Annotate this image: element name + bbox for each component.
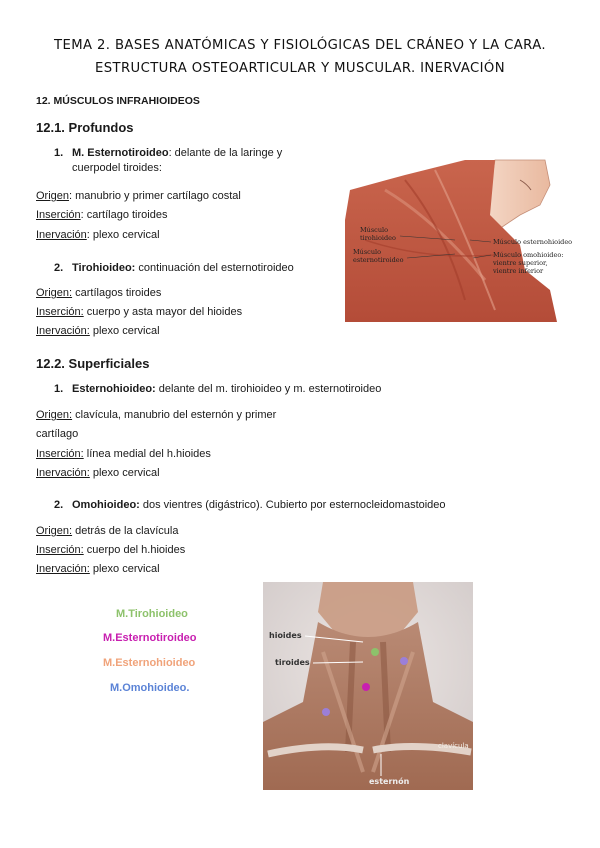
- origen-value-cont: cartílago: [36, 428, 79, 440]
- label-esternohioideo: Músculo esternohioideo: [493, 238, 573, 246]
- neck-model-drawing: [263, 582, 473, 790]
- inervacion-label: Inervación:: [36, 563, 90, 575]
- list-item-number: 2.: [54, 262, 64, 274]
- list-item-number: 1.: [54, 147, 64, 159]
- inervacion-row: [36, 467, 160, 479]
- inervacion-value: : plexo cervical: [86, 229, 160, 241]
- insercion-value: : cartílago tiroides: [80, 209, 168, 221]
- label-tirohioideo: Músculo tirohioideo: [360, 226, 396, 242]
- list-item-number: 1.: [54, 383, 64, 395]
- insercion-label: Inserción:: [36, 306, 84, 318]
- muscle-description: dos vientres (digástrico). Cubierto por esternocleidomastoideo: [139, 499, 446, 511]
- legend-item-tirohioideo: M.Tirohioideo: [116, 608, 188, 620]
- neck-anatomy-drawing: [345, 160, 573, 322]
- document-title-line-1: TEMA 2. BASES ANATÓMICAS Y FISIOLÓGICAS DEL CRÁNEO Y LA CARA.: [54, 38, 546, 53]
- muscle-name: Omohioideo:: [72, 499, 140, 511]
- muscle-heading-esternohioideo: [72, 383, 381, 395]
- origen-label: Origen:: [36, 409, 73, 421]
- insercion-row: [36, 544, 185, 556]
- insercion-value: cuerpo del h.hioides: [83, 544, 186, 556]
- origen-row: [36, 409, 276, 421]
- muscle-heading-tirohioideo: [72, 262, 294, 274]
- inervacion-value: plexo cervical: [89, 467, 160, 479]
- inervacion-row: [36, 325, 160, 337]
- insercion-row: [36, 306, 242, 318]
- subsection-title-profundos: 12.1. Profundos: [36, 120, 134, 135]
- subsection-title-superficiales: 12.2. Superficiales: [36, 356, 150, 371]
- legend-item-omohioideo: M.Omohioideo.: [110, 682, 190, 694]
- origen-row: [36, 287, 161, 299]
- label-clavicula: clavícula: [438, 742, 469, 750]
- insercion-row: [36, 448, 211, 460]
- document-title-line-2: ESTRUCTURA OSTEOARTICULAR Y MUSCULAR. INERVACIÓN: [95, 61, 505, 76]
- label-hioides: hioides: [269, 631, 302, 640]
- origen-value: detrás de la clavícula: [72, 525, 179, 537]
- origen-value: cartílagos tiroides: [72, 287, 162, 299]
- list-item-number: 2.: [54, 499, 64, 511]
- insercion-value: línea medial del h.hioides: [83, 448, 211, 460]
- label-omohioideo: Músculo omohioideo: vientre superior, vientre inferior: [493, 251, 564, 275]
- muscle-description: : delante de la laringe y: [168, 147, 283, 159]
- label-esternotiroideo: Músculo esternotiroideo: [353, 248, 404, 264]
- muscle-name: Tirohioideo:: [72, 262, 136, 274]
- muscle-heading-esternotiroideo: [72, 147, 282, 159]
- legend-item-esternotiroideo: M.Esternotiroideo: [103, 632, 197, 644]
- origen-label: Origen:: [36, 287, 73, 299]
- inervacion-row: [36, 229, 160, 241]
- inervacion-label: Inervación:: [36, 325, 90, 337]
- origen-value: clavícula, manubrio del esternón y primer: [72, 409, 277, 421]
- origen-value: : manubrio y primer cartílago costal: [69, 190, 241, 202]
- legend-item-esternohioideo: M.Esternohioideo: [103, 657, 196, 669]
- insercion-label: Inserción:: [36, 448, 84, 460]
- insercion-label: Inserción: [36, 209, 81, 221]
- muscle-heading-omohioideo: [72, 499, 446, 511]
- insercion-label: Inserción:: [36, 544, 84, 556]
- muscle-description-cont: cuerpodel tiroides:: [72, 162, 162, 174]
- insercion-row: [36, 209, 167, 221]
- muscle-description: continuación del esternotiroideo: [135, 262, 294, 274]
- neck-muscles-illustration: [345, 160, 573, 322]
- inervacion-row: [36, 563, 160, 575]
- inervacion-label: Inervación:: [36, 467, 90, 479]
- origen-label: Origen: [36, 190, 70, 202]
- inervacion-value: plexo cervical: [89, 563, 160, 575]
- insercion-value: cuerpo y asta mayor del hioides: [83, 306, 243, 318]
- inervacion-label: Inervación: [36, 229, 87, 241]
- label-tiroides: tiroides: [275, 658, 310, 667]
- muscle-name: M. Esternotiroideo: [72, 147, 169, 159]
- inervacion-value: plexo cervical: [89, 325, 160, 337]
- muscle-description: delante del m. tirohioideo y m. esternotiroideo: [155, 383, 382, 395]
- section-title: 12. MÚSCULOS INFRAHIOIDEOS: [36, 95, 200, 107]
- muscle-name: Esternohioideo:: [72, 383, 156, 395]
- origen-row: [36, 190, 241, 202]
- label-esternon: esternón: [369, 777, 410, 786]
- origen-label: Origen:: [36, 525, 73, 537]
- origen-row: [36, 525, 178, 537]
- neck-model-photo: [263, 582, 473, 790]
